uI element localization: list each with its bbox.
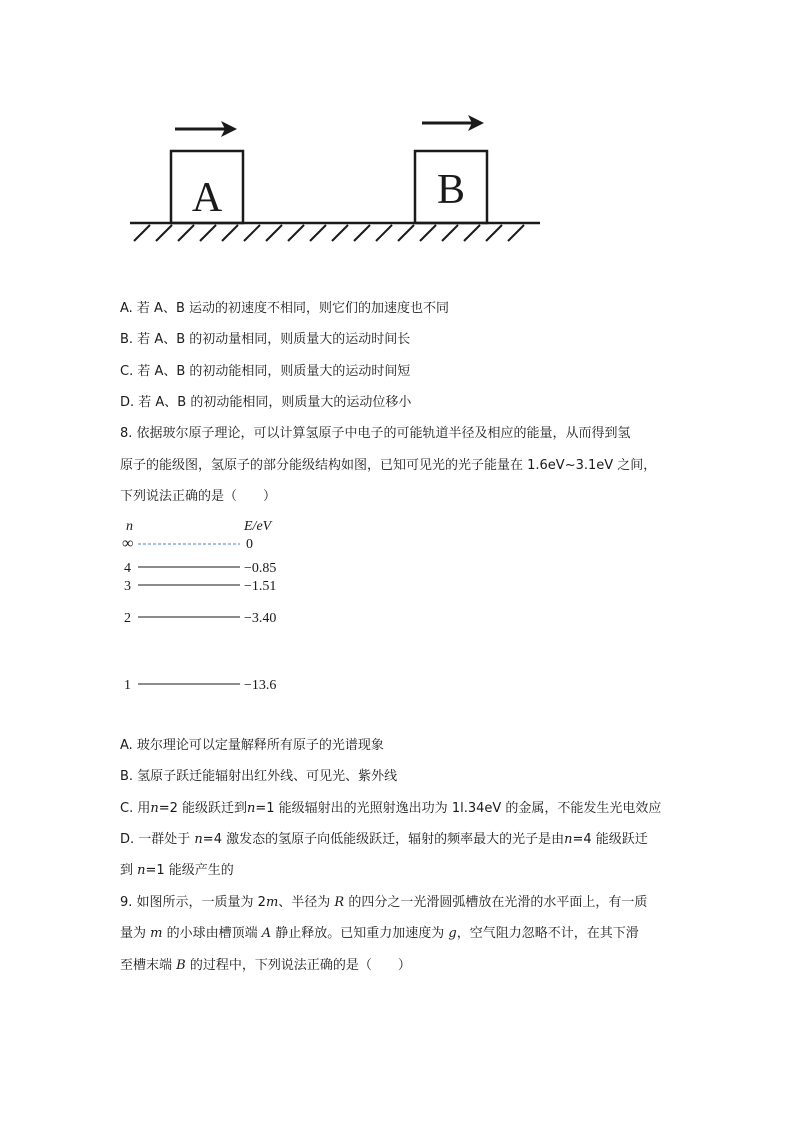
q9-line3-post: 的过程中，下列说法正确的是（ ） xyxy=(185,958,411,973)
q8-option-c-var1: n xyxy=(150,801,159,816)
q9-line2-var3: g xyxy=(448,926,457,941)
level-3-energy: −1.51 xyxy=(244,579,277,594)
level-2-energy: −3.40 xyxy=(244,611,277,626)
q7-option-c: C. 若 A、B 的初动能相同，则质量大的运动时间短 xyxy=(120,364,411,379)
arrow-b-icon xyxy=(422,115,484,131)
q8-option-d-var1: n xyxy=(194,832,203,847)
q8-option-c xyxy=(120,799,661,819)
q9-line2-mid1: 的小球由槽顶端 xyxy=(162,926,262,941)
q7-option-b: B. 若 A、B 的初动量相同，则质量大的运动时间长 xyxy=(120,332,411,347)
q8-option-d-line2-post: =1 能级产生的 xyxy=(145,863,234,878)
level-inf-n: ∞ xyxy=(122,535,134,552)
level-1-energy: −13.6 xyxy=(244,678,277,693)
q9-line2-mid2: 静止释放。已知重力加速度为 xyxy=(271,926,449,941)
block-b-label: B xyxy=(436,167,466,213)
q8-option-d-line2 xyxy=(120,861,234,881)
q9-line3-pre: 至槽末端 xyxy=(120,958,177,973)
q9-line1-mid: 、半径为 xyxy=(278,895,335,910)
q9-line1-pre: 9. 如图所示，一质量为 2 xyxy=(120,895,266,910)
q7-option-d: D. 若 A、B 的初动能相同，则质量大的运动位移小 xyxy=(120,395,412,410)
q8-option-d-line2-pre: 到 xyxy=(120,863,138,878)
q9-line1-post: 的四分之一光滑圆弧槽放在光滑的水平面上，有一质 xyxy=(344,895,648,910)
q7-option-a: A. 若 A、B 运动的初速度不相同，则它们的加速度也不同 xyxy=(120,301,450,316)
level-inf-energy: 0 xyxy=(246,537,253,552)
q9-line1-var1: m xyxy=(265,895,279,910)
q8-option-b: B. 氢原子跃迁能辐射出红外线、可见光、紫外线 xyxy=(120,769,398,784)
block-a-label: A xyxy=(191,175,223,221)
q9-line2-post: ，空气阻力忽略不计，在其下滑 xyxy=(456,926,639,941)
level-4-energy: −0.85 xyxy=(244,561,277,576)
n-header: n xyxy=(126,519,133,534)
q8-stem-line3: 下列说法正确的是（ ） xyxy=(120,489,277,504)
q8-stem-line1: 8. 依据玻尔原子理论，可以计算氢原子中电子的可能轨道半径及相应的能量，从而得到氢 xyxy=(120,426,631,441)
floor-hatching xyxy=(134,225,524,241)
q8-option-c-pre: C. 用 xyxy=(120,801,151,816)
level-2-n: 2 xyxy=(124,611,131,626)
q9-line1-var2: R xyxy=(334,895,345,910)
q8-option-d-post: =4 能级跃迁 xyxy=(572,832,648,847)
q9-stem-line1 xyxy=(120,893,647,913)
q9-stem-line3 xyxy=(120,956,411,976)
level-1-n: 1 xyxy=(124,678,131,693)
q8-option-d-mid1: =4 激发态的氢原子向低能级跃迁，辐射的频率最大的光子是由 xyxy=(202,832,565,847)
level-3-n: 3 xyxy=(124,579,131,594)
q8-option-c-post: =1 能级辐射出的光照射逸出功为 1l.34eV 的金属，不能发生光电效应 xyxy=(255,801,662,816)
q9-line3-var: B xyxy=(176,958,186,973)
q8-option-d-pre: D. 一群处于 xyxy=(120,832,195,847)
energy-level-diagram xyxy=(118,516,298,696)
q8-option-c-var2: n xyxy=(247,801,256,816)
q9-stem-line2 xyxy=(120,924,639,944)
blocks-figure xyxy=(125,108,545,248)
q8-option-d xyxy=(120,830,648,850)
q8-option-d-var2: n xyxy=(564,832,573,847)
arrow-a-icon xyxy=(175,121,237,137)
q8-option-c-mid1: =2 能级跃迁到 xyxy=(158,801,248,816)
q9-line2-var1: m xyxy=(150,926,163,941)
q8-option-a: A. 玻尔理论可以定量解释所有原子的光谱现象 xyxy=(120,738,384,753)
level-4-n: 4 xyxy=(124,561,131,576)
q8-stem-line2: 原子的能级图，氢原子的部分能级结构如图，已知可见光的光子能量在 1.6eV~3.1eV 之间， xyxy=(120,458,657,473)
q9-line2-var2: A xyxy=(261,926,272,941)
q8-option-d-line2-var: n xyxy=(137,863,146,878)
e-header: E/eV xyxy=(244,519,272,534)
q9-line2-pre: 量为 xyxy=(120,926,151,941)
